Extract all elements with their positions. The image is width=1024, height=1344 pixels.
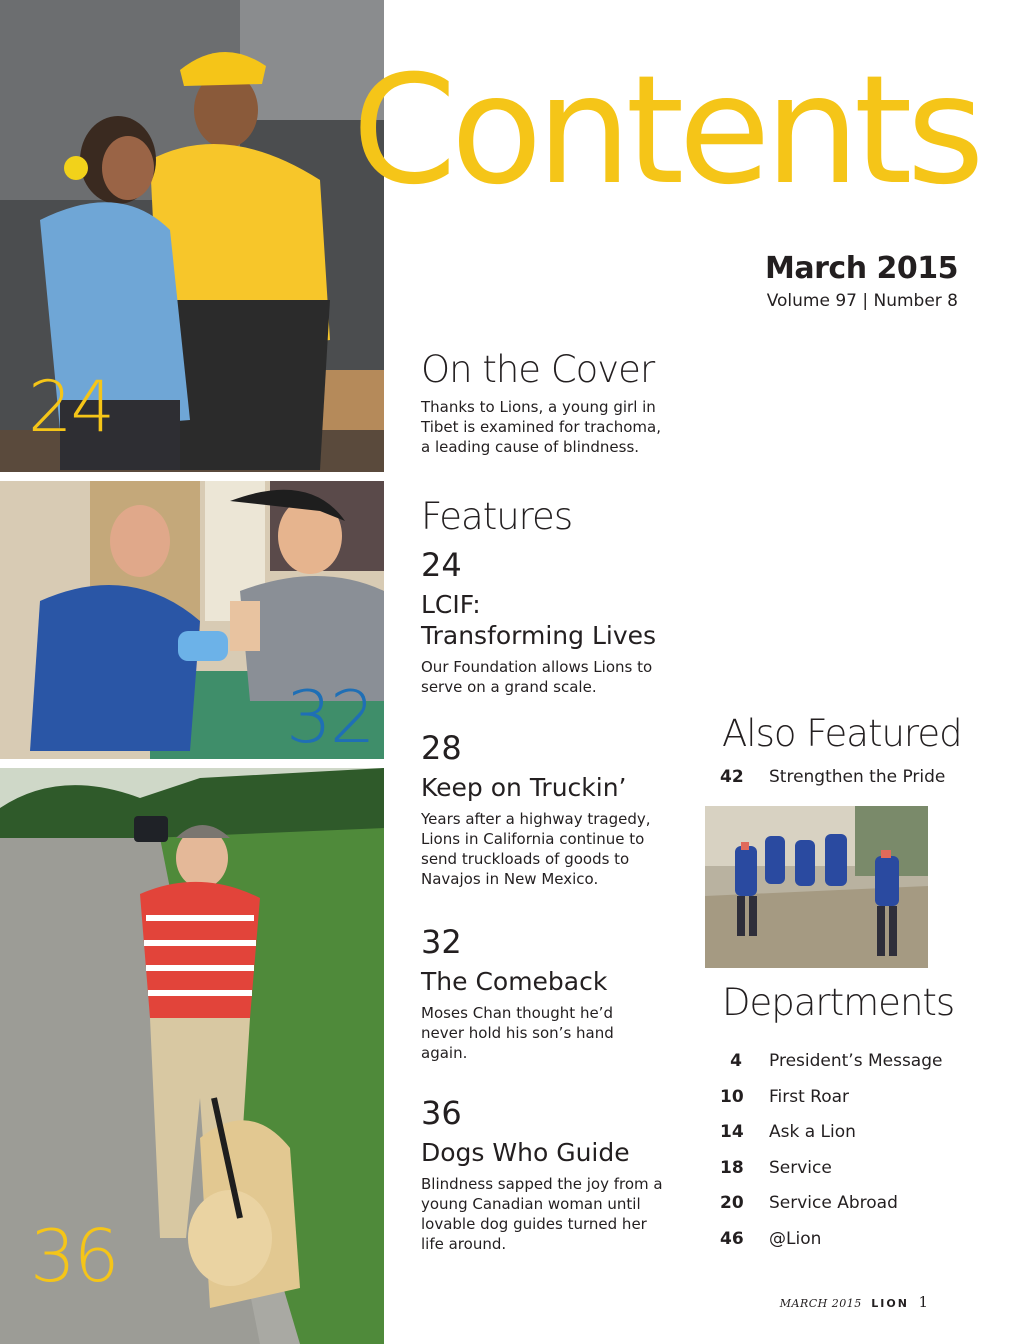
feature-photo-dog-guide — [0, 768, 384, 1344]
feature-page-number: 24 — [421, 546, 462, 584]
feature-page-number: 28 — [421, 729, 462, 767]
feature-photo-page-number: 32 — [286, 675, 374, 759]
feature-title: Keep on Truckin’ — [421, 773, 627, 802]
toc-title: First Roar — [769, 1087, 850, 1107]
feature-title: LCIF: Transforming Lives — [421, 590, 657, 650]
feature-title: Dogs Who Guide — [421, 1138, 630, 1167]
toc-title: Ask a Lion — [769, 1122, 856, 1142]
toc-page-number: 14 — [720, 1122, 744, 1142]
toc-page-number: 4 — [730, 1051, 742, 1071]
also-featured-photo — [705, 806, 928, 968]
feature-item-dogs-who-guide[interactable] — [421, 1094, 671, 1254]
cover-page-number: 24 — [28, 366, 114, 448]
feature-title: The Comeback — [421, 967, 608, 996]
toc-title: President’s Message — [769, 1051, 943, 1071]
toc-page-number: 46 — [720, 1229, 744, 1249]
issue-volume-number: Volume 97 | Number 8 — [766, 291, 958, 311]
feature-description: Years after a highway tragedy, Lions in California continue to send truckloads of goods to Navajos in New Mexico. — [421, 810, 651, 888]
toc-title: Service — [769, 1158, 832, 1178]
feature-description: Our Foundation allows Lions to serve on a grand scale. — [421, 658, 653, 696]
feature-page-number: 36 — [421, 1094, 462, 1132]
feature-description: Blindness sapped the joy from a young Canadian woman until lovable dog guides turned her life around. — [421, 1175, 663, 1253]
departments-heading: Departments — [722, 981, 955, 1024]
cover-description: Thanks to Lions, a young girl in Tibet is examined for trachoma, a leading cause of blindness. — [421, 398, 661, 456]
features-heading: Features — [421, 495, 573, 538]
feature-description: Moses Chan thought he’d never hold his son’s hand again. — [421, 1004, 614, 1062]
toc-title: @Lion — [769, 1229, 822, 1249]
footer-magazine-name: LION — [871, 1297, 909, 1310]
feature-item-lcif[interactable] — [421, 546, 671, 697]
toc-page-number: 42 — [720, 767, 744, 787]
feature-page-number: 32 — [421, 923, 462, 961]
feature-item-keep-on-truckin[interactable] — [421, 729, 671, 889]
toc-page-number: 20 — [720, 1193, 744, 1213]
footer-page-number: 1 — [918, 1293, 928, 1311]
feature-photo-prosthetics — [0, 481, 384, 759]
page-footer — [780, 1293, 928, 1311]
dog-photo-page-number: 36 — [30, 1214, 118, 1298]
feature-item-the-comeback[interactable] — [421, 923, 671, 1063]
issue-date: March 2015 — [765, 251, 958, 286]
toc-page-number: 10 — [720, 1087, 744, 1107]
page-title: Contents — [352, 44, 979, 218]
toc-title: Service Abroad — [769, 1193, 898, 1213]
toc-title: Strengthen the Pride — [769, 767, 946, 787]
also-featured-heading: Also Featured — [722, 712, 962, 755]
cover-heading: On the Cover — [421, 348, 655, 391]
cover-photo — [0, 0, 384, 472]
toc-page-number: 18 — [720, 1158, 744, 1178]
footer-date: MARCH 2015 — [779, 1297, 862, 1310]
